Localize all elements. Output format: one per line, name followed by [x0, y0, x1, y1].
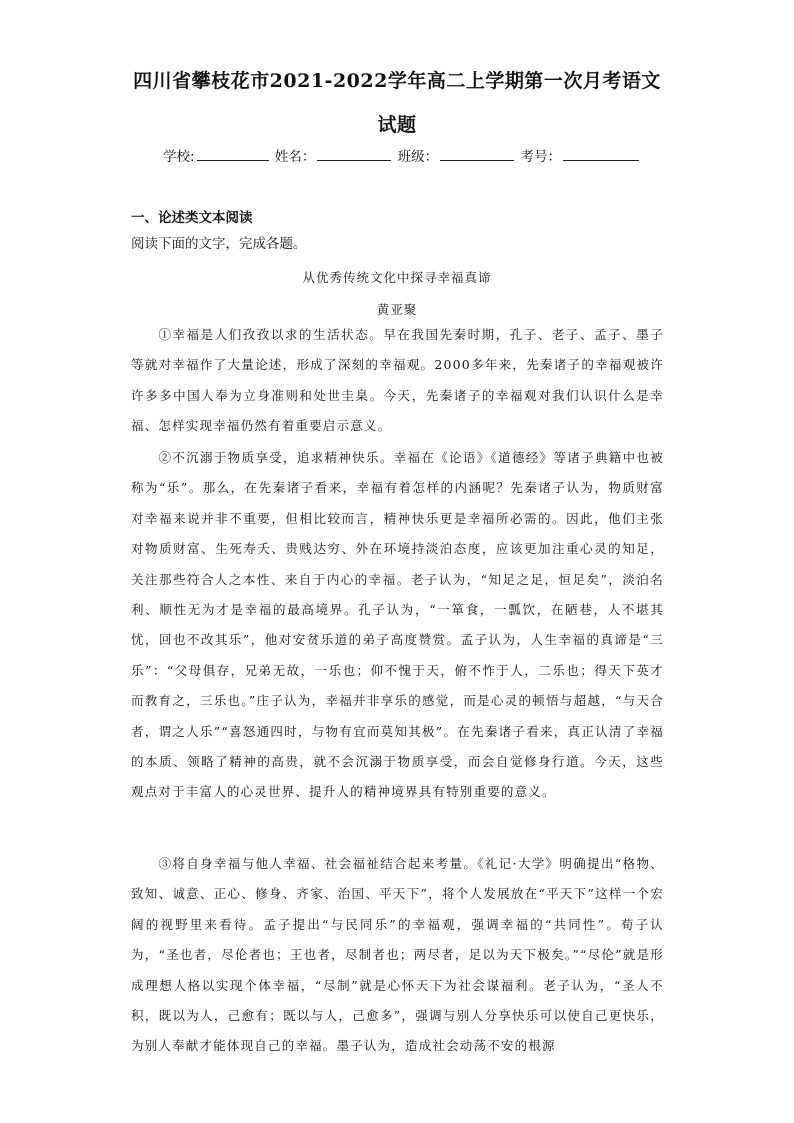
- document-title-line1: 四川省攀枝花市2021-2022学年高二上学期第一次月考语文: [133, 70, 661, 92]
- name-blank: [317, 148, 391, 161]
- article-title: 从优秀传统文化中探寻幸福真谛: [302, 270, 492, 285]
- exam-number-label: 考号：: [520, 149, 561, 165]
- article-paragraph-1: ①幸福是人们孜孜以求的生活状态。早在我国先秦时期，孔子、老子、孟子、墨子等就对幸福作了大量论述，形成了深刻的幸福观。2000多年来，先秦诸子的幸福观被许许多多中国人奉为立身准则和处世圭臬。今天，先秦诸子的幸福观对我们认识什么是幸福、怎样实现幸福仍然有着重要启示意义。: [131, 327, 664, 434]
- article-paragraph-3: ③将自身幸福与他人幸福、社会福祉结合起来考量。《礼记·大学》明确提出“格物、致知、诚意、正心、修身、齐家、治国、平天下”，将个人发展放在“平天下”这样一个宏阔的视野里来看待。孟子提出“与民同乐”的幸福观，强调幸福的“共同性”。荀子认为，“圣也者，尽伦者也；王也者，尽制者也；两尽者，足以为天下极矣。”“尽伦”就是形成理想人格以实现个体幸福，“尽制”就是心怀天下为社会谋福利。老子认为，“圣人不积，既以为人，己愈有；既以与人，己愈多”，强调与别人分享快乐可以使自己更快乐，为别人奉献才能体现自己的幸福。墨子认为，造成社会动荡不安的根源: [131, 856, 664, 1054]
- class-blank: [440, 148, 514, 161]
- section-instruction: 阅读下面的文字，完成各题。: [131, 236, 307, 252]
- section-title: 一、论述类文本阅读: [131, 210, 253, 226]
- exam-number-blank: [563, 148, 639, 161]
- class-label: 班级：: [397, 149, 439, 165]
- school-blank: [197, 148, 269, 161]
- article-paragraph-2: ②不沉溺于物质享受，追求精神快乐。幸福在《论语》《道德经》等诸子典籍中也被称为“乐”。那么，在先秦诸子看来，幸福有着怎样的内涵呢？先秦诸子认为，物质财富对幸福来说并非不重要，但相比较而言，精神快乐更是幸福所必需的。因此，他们主张对物质财富、生死寿夭、贵贱达穷、外在环境持淡泊态度，应该更加注重心灵的知足，关注那些符合人之本性、来自于内心的幸福。老子认为，“知足之足，恒足矣”，淡泊名利、顺性无为才是幸福的最高境界。孔子认为，“一箪食，一瓢饮，在陋巷，人不堪其忧，回也不改其乐”，他对安贫乐道的弟子高度赞赏。孟子认为，人生幸福的真谛是“三乐”：“父母俱存，兄弟无故，一乐也；仰不愧于天，俯不怍于人，二乐也；得天下英才而教育之，三乐也。”庄子认为，幸福并非享乐的感觉，而是心灵的顿悟与超越，“与天合者，谓之人乐”“喜怒通四时，与物有宜而莫知其极”。在先秦诸子看来，真正认清了幸福的本质、领略了精神的高贵，就不会沉溺于物质享受，而会自觉修身行道。今天，这些观点对于丰富人的心灵世界、提升人的精神境界具有特别重要的意义。: [131, 450, 664, 800]
- student-info-row: [163, 145, 641, 165]
- article-author: 黄亚聚: [376, 302, 418, 317]
- document-title-line2: 试题: [377, 114, 417, 136]
- name-label: 姓名：: [274, 149, 316, 165]
- school-label: 学校:: [163, 149, 195, 165]
